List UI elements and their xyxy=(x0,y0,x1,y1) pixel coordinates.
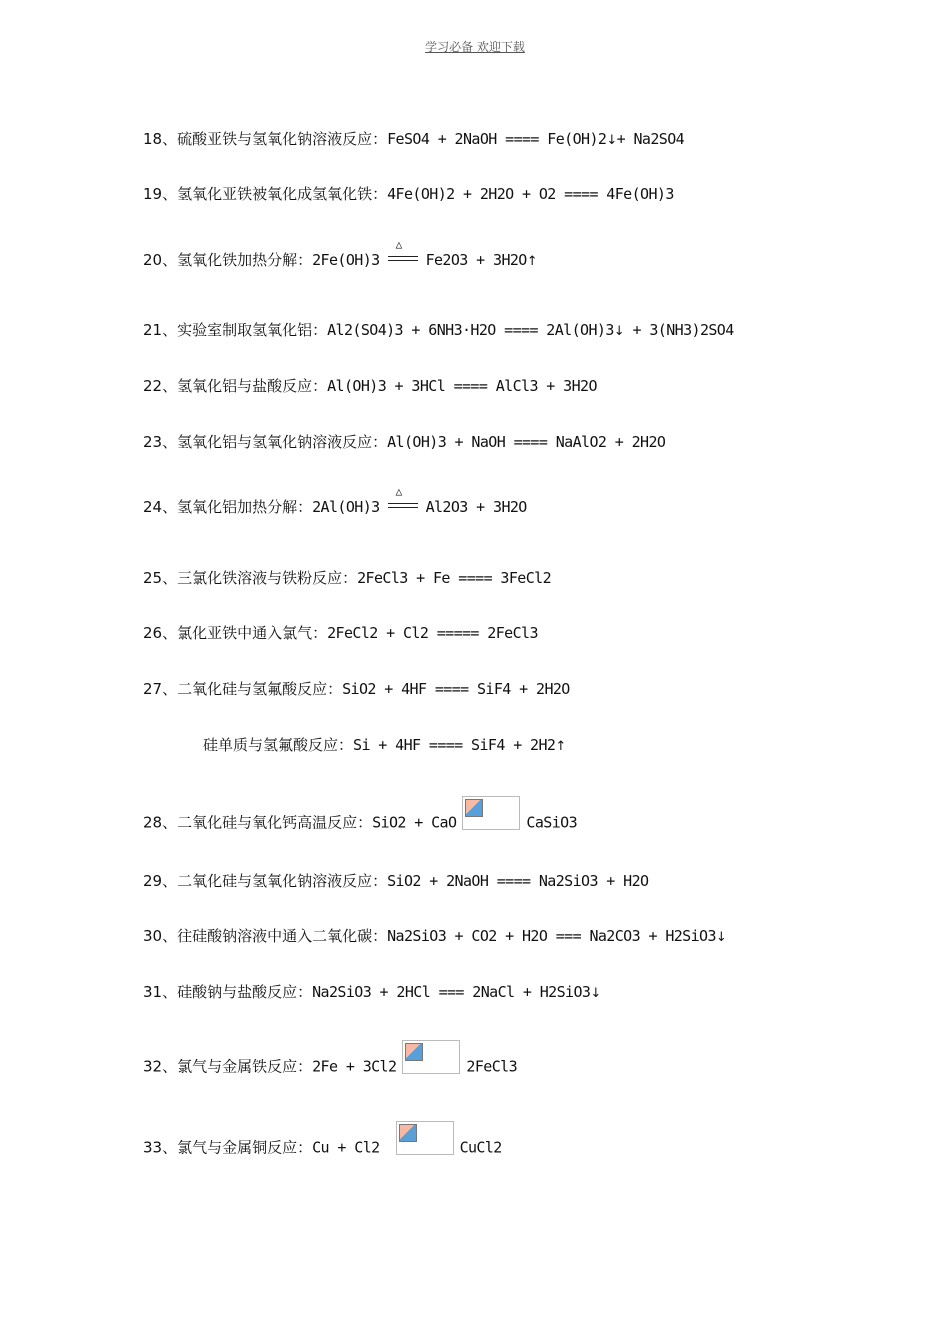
reaction-description: 氢氧化铝加热分解： xyxy=(177,498,313,516)
equation-line-18 xyxy=(143,128,684,149)
equation-text: Al2(SO4)3 + 6NH3·H2O ==== 2Al(OH)3 xyxy=(327,321,614,339)
line-number: 29、 xyxy=(143,872,178,890)
equation-tail: CuCl2 xyxy=(459,1138,502,1157)
equation-line-23 xyxy=(143,431,665,452)
equation-text: Cu + Cl2 xyxy=(312,1138,380,1157)
equation-line-21 xyxy=(143,319,734,340)
equation-text: SiO2 + 2NaOH ==== Na2SiO3 + H2O xyxy=(387,872,649,890)
equation-line-33 xyxy=(143,1131,502,1165)
reaction-description: 氯气与金属铜反应： xyxy=(177,1138,313,1157)
reaction-description: 氯化亚铁中通入氯气： xyxy=(177,624,328,642)
equation-text: Na2SiO3 + 2HCl === 2NaCl + H2SiO3 xyxy=(312,983,591,1001)
line-number: 22、 xyxy=(143,377,178,395)
equation-line-22 xyxy=(143,375,597,396)
equation-line-24 xyxy=(143,484,527,517)
equation-line-29 xyxy=(143,870,648,891)
reaction-description: 硫酸亚铁与氢氧化钠溶液反应： xyxy=(177,130,388,148)
page-header xyxy=(0,38,950,55)
reaction-description: 往硅酸钠溶液中通入二氧化碳： xyxy=(177,927,388,945)
reaction-description: 硅酸钠与盐酸反应： xyxy=(177,983,313,1001)
line-number: 23、 xyxy=(143,433,178,451)
equation-text: Al(OH)3 + 3HCl ==== AlCl3 + 3H2O xyxy=(327,377,597,395)
down-arrow-icon: ↓ xyxy=(715,930,727,945)
line-number: 18、 xyxy=(143,130,178,148)
equation-line-27 xyxy=(143,678,570,699)
header-text: 学习必备 欢迎下载 xyxy=(425,40,525,54)
down-arrow-icon: ↓ xyxy=(590,986,601,1001)
equation-line-31 xyxy=(143,981,601,1002)
line-number: 26、 xyxy=(143,624,178,642)
equation-text: SiO2 + CaO xyxy=(372,813,457,832)
reaction-description: 氢氧化铁加热分解： xyxy=(177,251,313,269)
equation-text: Si + 4HF ==== SiF4 + 2H2 xyxy=(353,736,556,754)
equation-text: 2FeCl2 + Cl2 ===== 2FeCl3 xyxy=(327,624,538,642)
heating-sign-icon xyxy=(386,237,420,268)
reaction-description: 氢氧化铝与氢氧化钠溶液反应： xyxy=(177,433,388,451)
heat-triangle: △ xyxy=(395,484,402,498)
up-arrow-icon: ↑ xyxy=(526,254,538,269)
line-number: 19、 xyxy=(143,185,178,203)
equation-text: FeSO4 + 2NaOH ==== Fe(OH)2 xyxy=(387,130,607,148)
reaction-description: 三氯化铁溶液与铁粉反应： xyxy=(177,569,358,587)
missing-image-icon xyxy=(462,796,520,830)
missing-image-icon xyxy=(402,1040,460,1074)
line-number: 27、 xyxy=(143,680,178,698)
reaction-description: 氢氧化亚铁被氧化成氢氧化铁： xyxy=(177,185,388,203)
equation-text: 2Fe + 3Cl2 xyxy=(312,1057,397,1076)
reaction-description: 二氧化硅与氢氟酸反应： xyxy=(177,680,343,698)
reaction-description: 实验室制取氢氧化铝： xyxy=(177,321,328,339)
up-arrow-icon: ↑ xyxy=(555,739,566,754)
equation-tail: 2FeCl3 xyxy=(466,1057,518,1076)
equation-text: 2Al(OH)3 xyxy=(312,498,380,516)
line-number: 20、 xyxy=(143,251,178,269)
line-number: 24、 xyxy=(143,498,178,516)
equation-line-32 xyxy=(143,1050,517,1084)
line-number: 32、 xyxy=(143,1057,178,1076)
equation-line-19 xyxy=(143,183,674,204)
equation-tail: CaSiO3 xyxy=(526,813,578,832)
equation-line-25 xyxy=(143,567,551,588)
equation-tail: Fe2O3 + 3H2O xyxy=(425,251,527,269)
heating-sign-icon xyxy=(386,484,420,515)
reaction-description: 二氧化硅与氢氧化钠溶液反应： xyxy=(177,872,388,890)
reaction-description: 氯气与金属铁反应： xyxy=(177,1057,313,1076)
equation-line-26 xyxy=(143,622,538,643)
heat-triangle: △ xyxy=(395,237,402,251)
equation-tail: + Na2SO4 xyxy=(616,130,685,148)
equation-text: 2Fe(OH)3 xyxy=(312,251,380,269)
down-arrow-icon: ↓ xyxy=(606,133,617,148)
equation-text: Na2SiO3 + CO2 + H2O === Na2CO3 + H2SiO3 xyxy=(387,927,716,945)
equation-text: 4Fe(OH)2 + 2H2O + O2 ==== 4Fe(OH)3 xyxy=(387,185,674,203)
equation-tail: + 3(NH3)2SO4 xyxy=(624,321,734,339)
line-number: 21、 xyxy=(143,321,178,339)
line-number: 33、 xyxy=(143,1138,178,1157)
missing-image-icon xyxy=(396,1121,454,1155)
equation-text: Al(OH)3 + NaOH ==== NaAlO2 + 2H2O xyxy=(387,433,666,451)
equation-text: 2FeCl3 + Fe ==== 3FeCl2 xyxy=(357,569,552,587)
equation-text: SiO2 + 4HF ==== SiF4 + 2H2O xyxy=(342,680,570,698)
reaction-description: 二氧化硅与氧化钙高温反应： xyxy=(177,813,373,832)
line-number: 28、 xyxy=(143,813,178,832)
equation-tail: Al2O3 + 3H2O xyxy=(425,498,527,516)
line-number: 31、 xyxy=(143,983,178,1001)
equation-line-20 xyxy=(143,237,538,270)
down-arrow-icon: ↓ xyxy=(613,324,625,339)
equation-line-28 xyxy=(143,806,577,840)
reaction-description: 硅单质与氢氟酸反应： xyxy=(203,736,354,754)
equation-line-27b xyxy=(203,734,566,755)
equation-line-30 xyxy=(143,925,726,946)
reaction-description: 氢氧化铝与盐酸反应： xyxy=(177,377,328,395)
line-number: 25、 xyxy=(143,569,178,587)
line-number: 30、 xyxy=(143,927,178,945)
